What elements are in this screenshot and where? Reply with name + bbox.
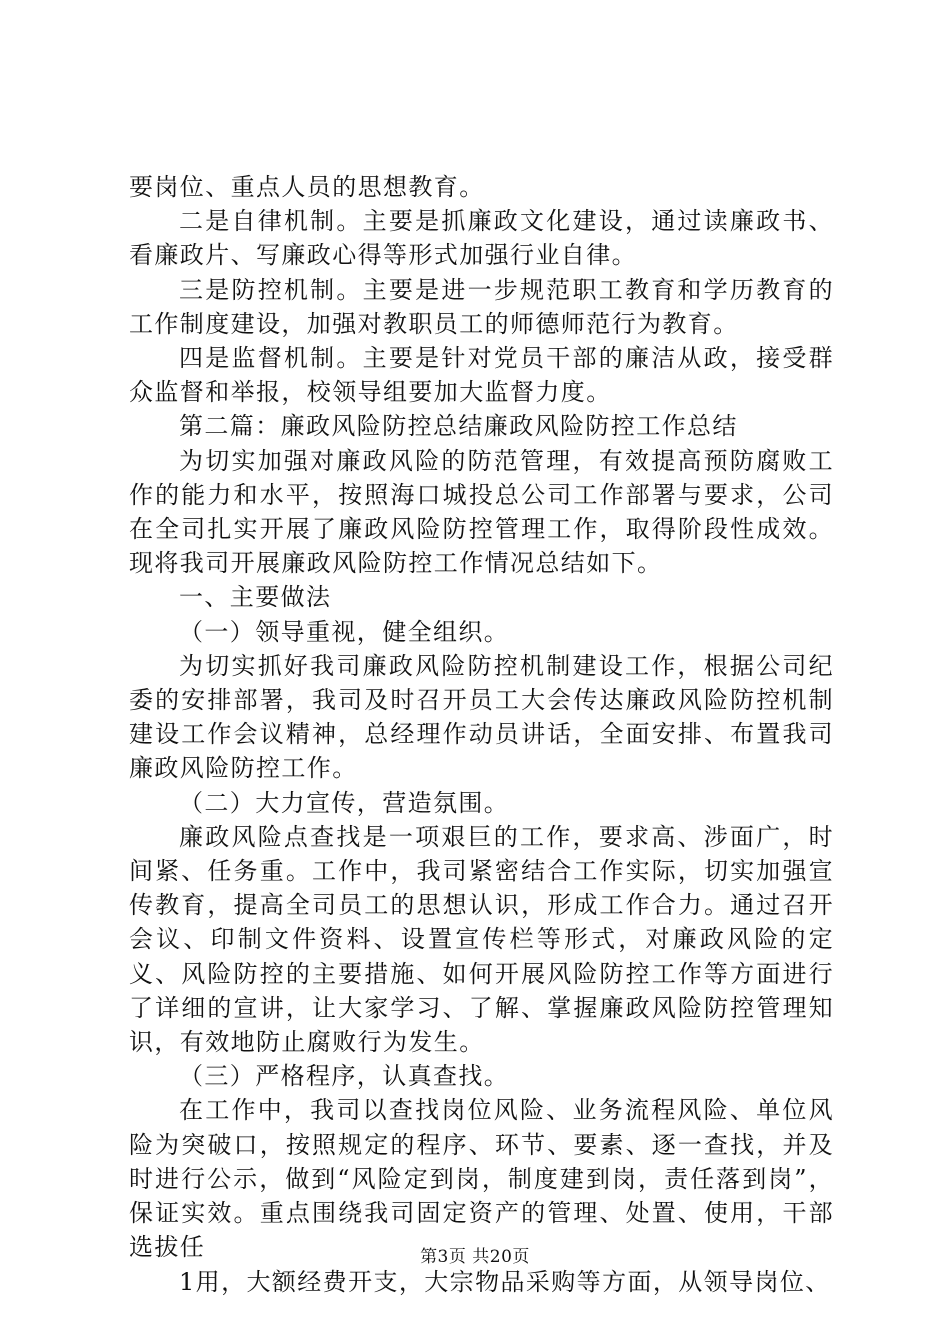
subsection-heading: （二）大力宣传，营造氛围。 bbox=[179, 788, 510, 817]
paragraph: 二是自律机制。主要是抓廉政文化建设，通过读廉政书、看廉政片、写廉政心得等形式加强行业自律。 bbox=[129, 207, 834, 270]
paragraph: 1用，大额经费开支，大宗物品采购等方面，从领导岗位、 bbox=[179, 1267, 831, 1296]
subsection-heading: （一）领导重视，健全组织。 bbox=[179, 617, 510, 646]
paragraph: 在工作中，我司以查找岗位风险、业务流程风险、单位风险为突破口，按照规定的程序、环节、要素、逐一查找，并及时进行公示，做到“风险定到岗，制度建到岗，责任落到岗”，保证实效。重点围绕我司固定资产的管理、处置、使用，干部选拔任 bbox=[129, 1096, 834, 1262]
paragraph: 要岗位、重点人员的思想教育。 bbox=[129, 173, 485, 201]
section-heading: 一、主要做法 bbox=[179, 583, 332, 612]
subsection-heading: （三）严格程序，认真查找。 bbox=[179, 1062, 510, 1091]
page-number-footer: 第3页 共20页 bbox=[420, 1247, 530, 1267]
section-heading: 第二篇：廉政风险防控总结廉政风险防控工作总结 bbox=[179, 412, 738, 441]
paragraph: 为切实抓好我司廉政风险防控机制建设工作，根据公司纪委的安排部署，我司及时召开员工大会传达廉政风险防控机制建设工作会议精神，总经理作动员讲话，全面安排、布置我司廉政风险防控工作。 bbox=[129, 651, 834, 783]
paragraph: 为切实加强对廉政风险的防范管理，有效提高预防腐败工作的能力和水平，按照海口城投总公司工作部署与要求，公司在全司扎实开展了廉政风险防控管理工作，取得阶段性成效。现将我司开展廉政风险防控工作情况总结如下。 bbox=[129, 446, 834, 578]
document-body bbox=[129, 170, 834, 1299]
paragraph: 三是防控机制。主要是进一步规范职工教育和学历教育的工作制度建设，加强对教职员工的师德师范行为教育。 bbox=[129, 275, 834, 338]
paragraph: 四是监督机制。主要是针对党员干部的廉洁从政，接受群众监督和举报，校领导组要加大监督力度。 bbox=[129, 344, 834, 407]
paragraph: 廉政风险点查找是一项艰巨的工作，要求高、涉面广，时间紧、任务重。工作中，我司紧密结合工作实际，切实加强宣传教育，提高全司员工的思想认识，形成工作合力。通过召开会议、印制文件资料、设置宣传栏等形式，对廉政风险的定义、风险防控的主要措施、如何开展风险防控工作等方面进行了详细的宣讲，让大家学习、了解、掌握廉政风险防控管理知识，有效地防止腐败行为发生。 bbox=[129, 822, 834, 1057]
